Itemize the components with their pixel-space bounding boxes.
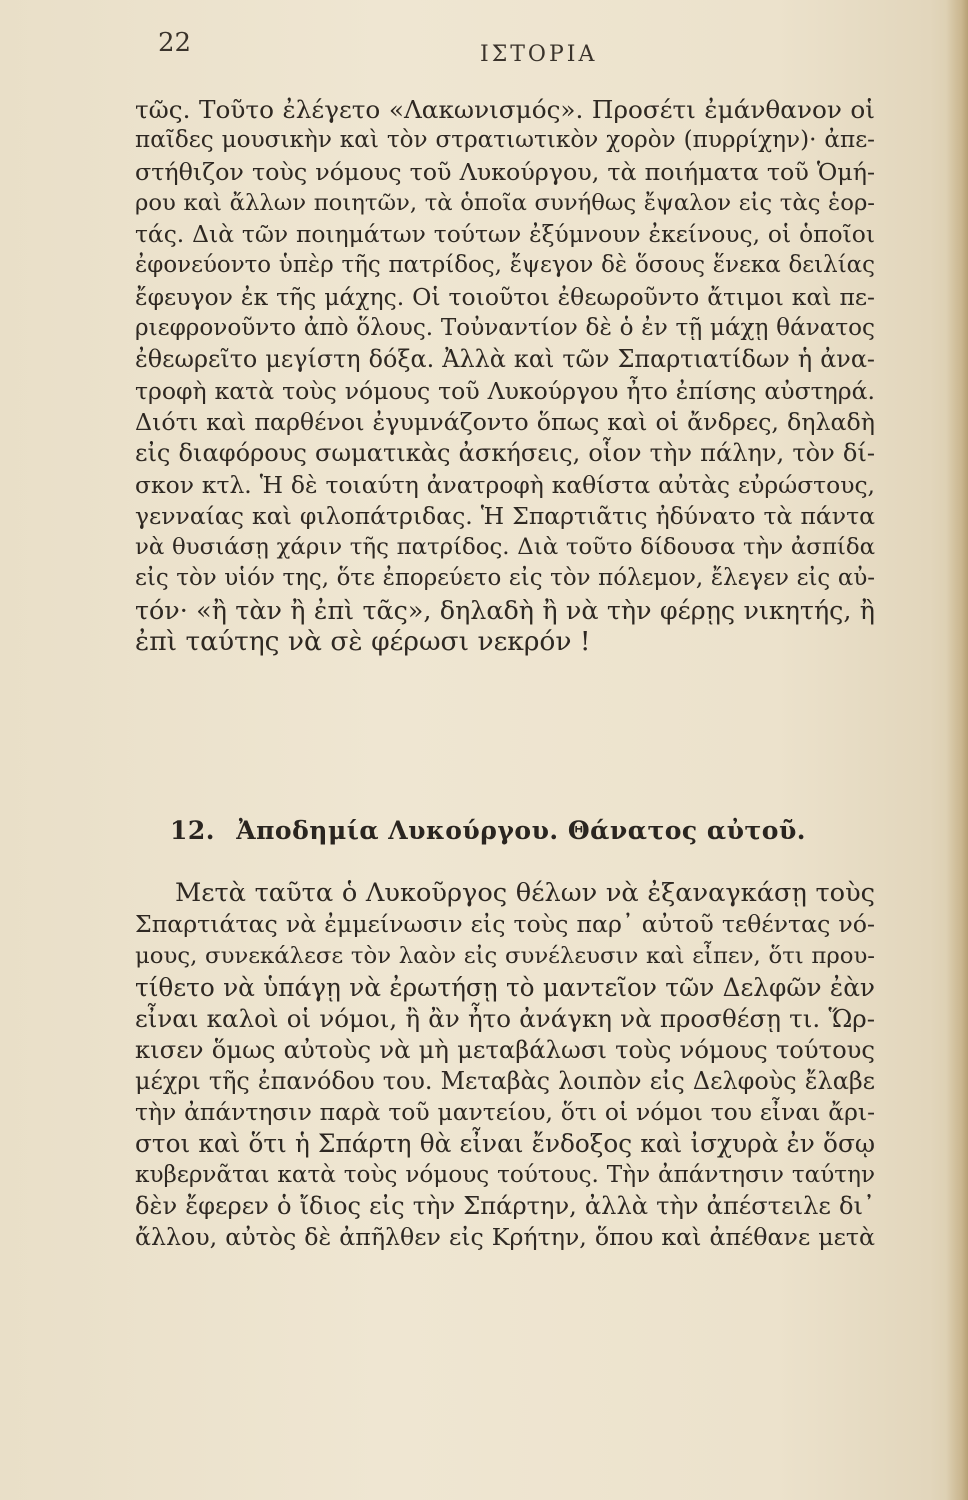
paragraph-2 — [135, 878, 875, 1254]
text-line: εἰς τὸν υἱόν της, ὅτε ἐπορεύετο εἰς τὸν πόλεμον, ἔλεγεν εἰς αὐ- — [135, 565, 875, 592]
text-line: ἐφονεύοντο ὑπὲρ τῆς πατρίδος, ἔψεγον δὲ ὅσους ἕνεκα δειλίας — [135, 252, 875, 279]
text-line: ἐπὶ ταύτης νὰ σὲ φέρωσι νεκρόν ! — [135, 626, 591, 658]
page-edge-shadow — [946, 0, 968, 1500]
text-line: Σπαρτιάτας νὰ ἐμμείνωσιν εἰς τοὺς παρ᾿ αὐτοῦ τεθέντας νό- — [135, 910, 875, 939]
text-line: ἐθεωρεῖτο μεγίστη δόξα. Ἀλλὰ καὶ τῶν Σπαρτιατίδων ἡ ἀνα- — [135, 345, 875, 374]
text-line: ἔφευγον ἐκ τῆς μάχης. Οἱ τοιοῦτοι ἐθεωροῦντο ἄτιμοι καὶ πε- — [135, 282, 875, 311]
running-title: ΙΣΤΟΡΙΑ — [480, 42, 598, 67]
text-line: ἄλλου, αὐτὸς δὲ ἀπῆλθεν εἰς Κρήτην, ὅπου καὶ ἀπέθανε μετὰ — [135, 1223, 875, 1252]
text-line: ρου καὶ ἄλλων ποιητῶν, τὰ ὁποῖα συνήθως ἔψαλον εἰς τὰς ἑορ- — [135, 189, 875, 216]
text-line: παῖδες μουσικὴν καὶ τὸν στρατιωτικὸν χορὸν (πυρρίχην)· ἀπε- — [135, 127, 875, 154]
text-line: τάς. Διὰ τῶν ποιημάτων τούτων ἐξύμνουν ἐκείνους, οἱ ὁποῖοι — [135, 220, 875, 249]
text-line: στοι καὶ ὅτι ἡ Σπάρτη θὰ εἶναι ἔνδοξος καὶ ἰσχυρὰ ἐν ὅσῳ — [135, 1129, 875, 1159]
section-title: Ἀποδημία Λυκούργου. Θάνατος αὐτοῦ. — [236, 816, 806, 845]
text-line: εἶναι καλοὶ οἱ νόμοι, ἢ ἂν ἦτο ἀνάγκη νὰ προσθέσῃ τι. Ὥρ- — [135, 1004, 875, 1034]
text-line: εἰς διαφόρους σωματικὰς ἀσκήσεις, οἷον τὴν πάλην, τὸν δί- — [135, 439, 875, 468]
text-line: γενναίας καὶ φιλοπάτριδας. Ἡ Σπαρτιᾶτις ἠδύνατο τὰ πάντα — [135, 501, 875, 530]
text-line: τῶς. Τοῦτο ἐλέγετο «Λακωνισμός». Προσέτι ἐμάνθανον οἱ — [135, 95, 875, 124]
section-number: 12. — [170, 816, 215, 845]
text-line: Μετὰ ταῦτα ὁ Λυκοῦργος θέλων νὰ ἐξαναγκάσῃ τοὺς — [175, 878, 875, 908]
text-line: μους, συνεκάλεσε τὸν λαὸν εἰς συνέλευσιν καὶ εἶπεν, ὅτι πρου- — [135, 942, 875, 969]
text-line: κυβερνᾶται κατὰ τοὺς νόμους τούτους. Τὴν ἀπάντησιν ταύτην — [135, 1161, 875, 1188]
text-line: νὰ θυσιάσῃ χάριν τῆς πατρίδος. Διὰ τοῦτο δίδουσα τὴν ἀσπίδα — [135, 534, 875, 561]
text-line: τὴν ἀπάντησιν παρὰ τοῦ μαντείου, ὅτι οἱ νόμοι του εἶναι ἄρι- — [135, 1098, 875, 1127]
text-line: σκον κτλ. Ἡ δὲ τοιαύτη ἀνατροφὴ καθίστα αὐτὰς εὐρώστους, — [135, 470, 875, 499]
text-line: τόν· «ἢ τὰν ἢ ἐπὶ τᾶς», δηλαδὴ ἢ νὰ τὴν φέρῃς νικητής, ἢ — [135, 594, 875, 625]
text-line: μέχρι τῆς ἐπανόδου του. Μεταβὰς λοιπὸν εἰς Δελφοὺς ἔλαβε — [135, 1066, 875, 1095]
paragraph-1 — [135, 94, 875, 657]
text-line: κισεν ὅμως αὐτοὺς νὰ μὴ μεταβάλωσι τοὺς νόμους τούτους — [135, 1035, 875, 1065]
text-line: τίθετο νὰ ὑπάγῃ νὰ ἐρωτήσῃ τὸ μαντεῖον τῶν Δελφῶν ἐὰν — [135, 972, 875, 1002]
page-number: 22 — [158, 28, 192, 58]
section-heading — [170, 816, 850, 845]
text-line: Διότι καὶ παρθένοι ἐγυμνάζοντο ὅπως καὶ οἱ ἄνδρες, δηλαδὴ — [135, 407, 875, 436]
text-line: στήθιζον τοὺς νόμους τοῦ Λυκούργου, τὰ ποιήματα τοῦ Ὁμή- — [135, 157, 875, 186]
text-line: τροφὴ κατὰ τοὺς νόμους τοῦ Λυκούργου ἦτο ἐπίσης αὐστηρά. — [135, 376, 875, 405]
text-line: ριεφρονοῦντο ἀπὸ ὅλους. Τοὐναντίον δὲ ὁ ἐν τῇ μάχῃ θάνατος — [135, 315, 875, 342]
text-line: δὲν ἔφερεν ὁ ἴδιος εἰς τὴν Σπάρτην, ἀλλὰ τὴν ἀπέστειλε δι᾿ — [135, 1191, 875, 1220]
